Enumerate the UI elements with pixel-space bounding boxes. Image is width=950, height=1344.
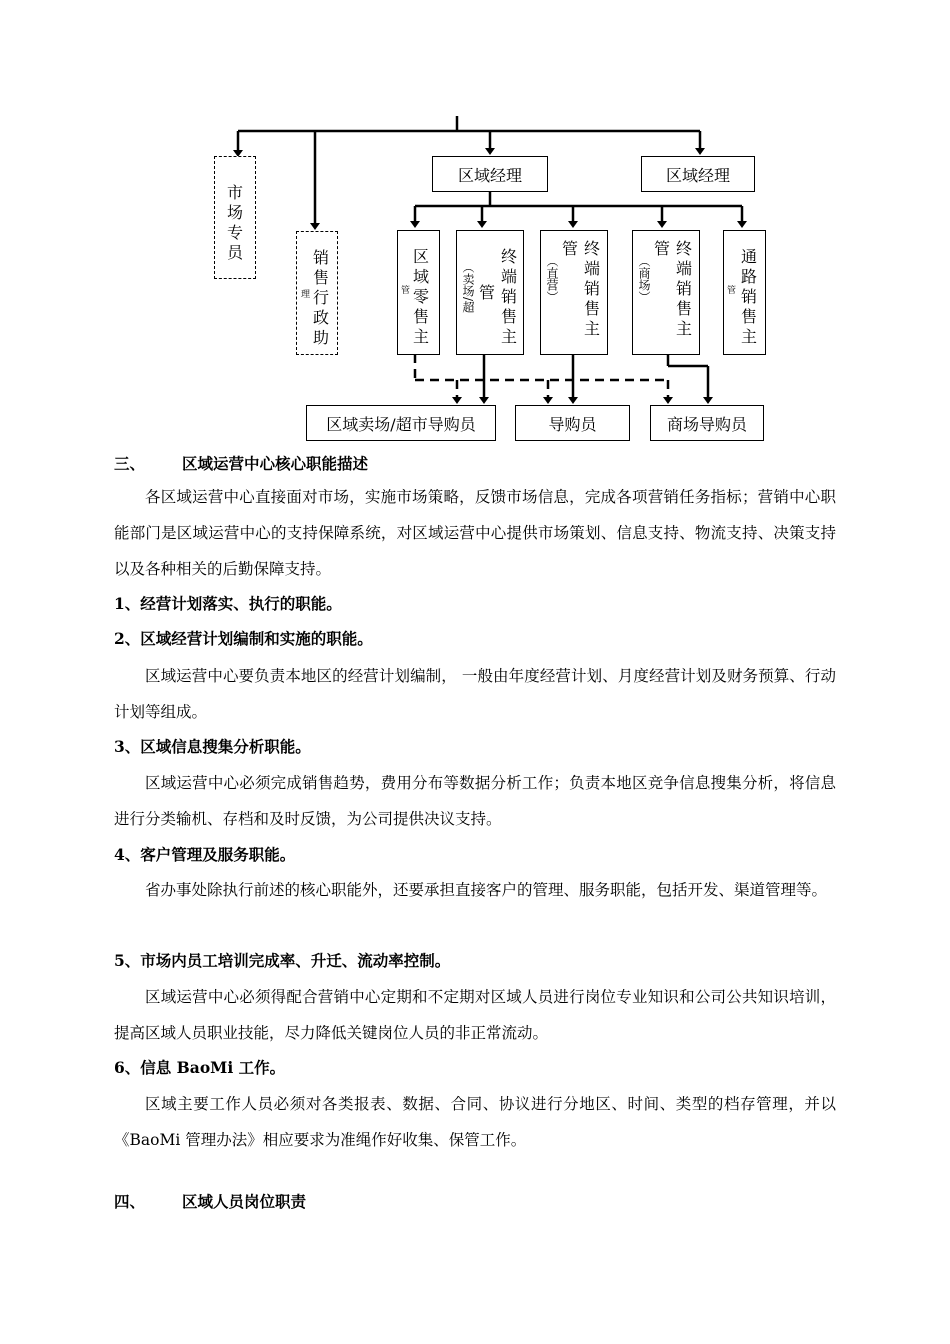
- guide-supermarket-label: 区域卖场/超市导购员: [326, 414, 476, 434]
- regional-retail-mark: 管: [401, 286, 411, 296]
- section3-title: 区域运营中心核心职能描述: [182, 454, 369, 473]
- channel-sales-manager-box: [723, 230, 766, 355]
- function-heading-2: 2、区域经营计划编制和实施的职能。: [114, 629, 373, 648]
- market-specialist-label: 市场专员: [226, 183, 243, 262]
- region-manager-label-1: 区域经理: [457, 165, 522, 185]
- terminal-manager-direct-label: 管: [561, 239, 578, 258]
- section3-intro: 各区域运营中心直接面对市场，实施市场策略，反馈市场信息，完成各项营销任务指标；营销中心职能部门是区域运营中心的支持保障系统，对区域运营中心提供市场策划、信息支持、物流支持、决策支持以及各种相关的后勤保障支持。: [114, 488, 836, 578]
- function-heading-6: 6、信息 BaoMi 工作。: [114, 1058, 286, 1077]
- regional-retail-manager-label: 区域零售主: [412, 247, 429, 346]
- function-heading-1: 1、经营计划落实、执行的职能。: [114, 594, 342, 613]
- channel-sales-manager-label: 通路销售主: [740, 247, 757, 346]
- guide-mall-label: 商场导购员: [666, 414, 747, 434]
- sales-admin-assistant-box: [296, 231, 338, 355]
- function-heading-5: 5、市场内员工培训完成率、升迁、流动率控制。: [114, 951, 451, 970]
- guide-mall-box: [650, 405, 764, 441]
- terminal-manager-mall-note: （商场）: [637, 255, 651, 303]
- region-manager-box-1: [432, 156, 548, 192]
- guide-label: 导购员: [548, 414, 597, 434]
- org-chart-connectors: [0, 0, 950, 445]
- guide-supermarket-box: [306, 405, 496, 441]
- guide-box: [515, 405, 630, 441]
- function-paragraph-2: 区域运营中心要负责本地区的经营计划编制， 一般由年度经营计划、月度经营计划及财务预算、行动计划等组成。: [114, 667, 836, 721]
- function-paragraph-4: 省办事处除执行前述的核心职能外，还要承担直接客户的管理、服务职能，包括开发、渠道管理等。: [145, 881, 828, 899]
- function-heading-3: 3、区域信息搜集分析职能。: [114, 737, 311, 756]
- terminal-manager-supermarket-label: 终端销售主: [500, 247, 517, 346]
- function-paragraph-6: 区域主要工作人员必须对各类报表、数据、合同、协议进行分地区、时间、类型的档存管理，并以《BaoMi 管理办法》相应要求为准绳作好收集、保管工作。: [114, 1095, 836, 1149]
- section4-title: 区域人员岗位职责: [182, 1192, 307, 1211]
- section3-number: 三、: [114, 454, 146, 473]
- terminal-manager-supermarket-note: （卖场/超: [461, 261, 475, 314]
- terminal-manager-direct-note: （直营）: [545, 255, 559, 303]
- region-manager-box-2: [641, 156, 755, 192]
- terminal-manager-mall-box: [632, 230, 700, 355]
- terminal-manager-mall-label-2: 终端销售主: [675, 239, 692, 338]
- region-manager-label-2: 区域经理: [665, 165, 730, 185]
- terminal-manager-supermarket-box: [456, 230, 524, 355]
- function-paragraph-3: 区域运营中心必须完成销售趋势，费用分布等数据分析工作；负责本地区竞争信息搜集分析，将信息进行分类输机、存档和及时反馈，为公司提供决议支持。: [114, 774, 836, 828]
- section4-number: 四、: [114, 1192, 146, 1211]
- function-paragraph-5: 区域运营中心必须得配合营销中心定期和不定期对区域人员进行岗位专业知识和公司公共知识培训，提高区域人员职业技能，尽力降低关键岗位人员的非正常流动。: [114, 988, 836, 1042]
- terminal-manager-mall-label: 管: [653, 239, 670, 258]
- sales-admin-assistant-label: 销售行政助: [312, 248, 329, 347]
- terminal-manager-direct-box: [540, 230, 608, 355]
- regional-retail-manager-box: [397, 230, 440, 355]
- market-specialist-box: [214, 156, 256, 279]
- terminal-manager-supermarket-label-2: 管: [478, 283, 495, 302]
- sales-admin-mark: 理: [301, 290, 311, 300]
- channel-sales-mark: 管: [727, 286, 737, 296]
- terminal-manager-direct-label-2: 终端销售主: [583, 239, 600, 338]
- function-heading-4: 4、客户管理及服务职能。: [114, 845, 296, 864]
